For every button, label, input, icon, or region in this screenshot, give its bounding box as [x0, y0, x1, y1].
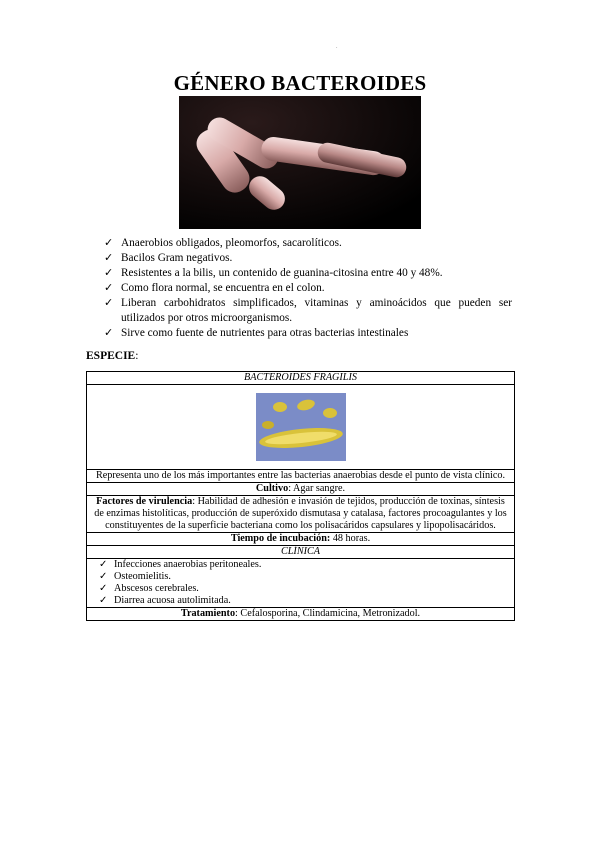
- check-icon: ✓: [104, 282, 114, 294]
- list-item: ✓ Bacilos Gram negativos.: [104, 252, 233, 264]
- list-item: ✓ Infecciones anaerobias peritoneales.: [99, 559, 262, 570]
- table-row: [87, 483, 515, 496]
- check-icon: ✓: [104, 297, 114, 309]
- list-item: ✓ Resistentes a la bilis, un contenido de guanina-citosina entre 40 y 48%.: [104, 267, 443, 279]
- check-icon: ✓: [99, 559, 108, 570]
- table-row: [87, 470, 515, 483]
- especie-heading: ESPECIE:: [86, 350, 139, 362]
- check-icon: ✓: [99, 571, 108, 582]
- list-item: ✓ Sirve como fuente de nutrientes para otras bacterias intestinales: [104, 327, 409, 339]
- check-icon: ✓: [104, 327, 114, 339]
- cultivo-cell: Cultivo: Agar sangre.: [87, 483, 515, 496]
- tratamiento-cell: Tratamiento: Cefalosporina, Clindamicina, Metronizadol.: [87, 608, 515, 621]
- species-image-cell: [87, 385, 515, 470]
- list-item: ✓ Anaerobios obligados, pleomorfos, sacarolíticos.: [104, 237, 342, 249]
- fragilis-micrograph: [256, 393, 346, 461]
- list-item: ✓ Liberan carbohidratos simplificados, vitaminas y aminoácidos que pueden ser utilizados por otros microorganismos.: [104, 297, 512, 324]
- species-table: [86, 371, 515, 621]
- list-item: ✓ Abscesos cerebrales.: [99, 583, 199, 594]
- virulencia-cell: Factores de virulencia: Habilidad de adhesión e invasión de tejidos, producción de toxinas, síntesis de enzimas histolíticas, producción de superóxido dismutasa y catalasa, factores procoagulantes y los constituyentes de la superficie bacteriana como los polisacáridos capsulares y lipopolisacáridos.: [87, 496, 515, 533]
- table-row: [87, 372, 515, 385]
- fragilis-illustration: [256, 393, 346, 461]
- species-name-cell: BACTEROIDES FRAGILIS: [87, 372, 515, 385]
- micrograph-illustration: [179, 96, 421, 229]
- clinica-list-cell: [87, 559, 515, 608]
- corner-mark: .: [336, 44, 338, 50]
- list-item: ✓ Como flora normal, se encuentra en el colon.: [104, 282, 325, 294]
- clinica-header-cell: CLÍNICA: [87, 546, 515, 559]
- page-title: GÉNERO BACTEROIDES: [173, 71, 427, 95]
- check-icon: ✓: [99, 595, 108, 606]
- table-row: [87, 546, 515, 559]
- table-row: [87, 608, 515, 621]
- table-row: [87, 385, 515, 470]
- check-icon: ✓: [104, 252, 114, 264]
- table-row: [87, 533, 515, 546]
- clinica-list: [87, 559, 514, 607]
- table-row: [87, 559, 515, 608]
- incubacion-cell: Tiempo de incubación: 48 horas.: [87, 533, 515, 546]
- check-icon: ✓: [104, 237, 114, 249]
- table-row: [87, 496, 515, 533]
- check-icon: ✓: [99, 583, 108, 594]
- description-cell: Representa uno de los más importantes entre las bacterias anaerobias desde el punto de vista clínico.: [87, 470, 515, 483]
- check-icon: ✓: [104, 267, 114, 279]
- characteristics-list: [104, 236, 512, 341]
- list-item: ✓ Diarrea acuosa autolimitada.: [99, 595, 231, 606]
- bacteroides-micrograph: [179, 96, 421, 229]
- list-item: ✓ Osteomielitis.: [99, 571, 171, 582]
